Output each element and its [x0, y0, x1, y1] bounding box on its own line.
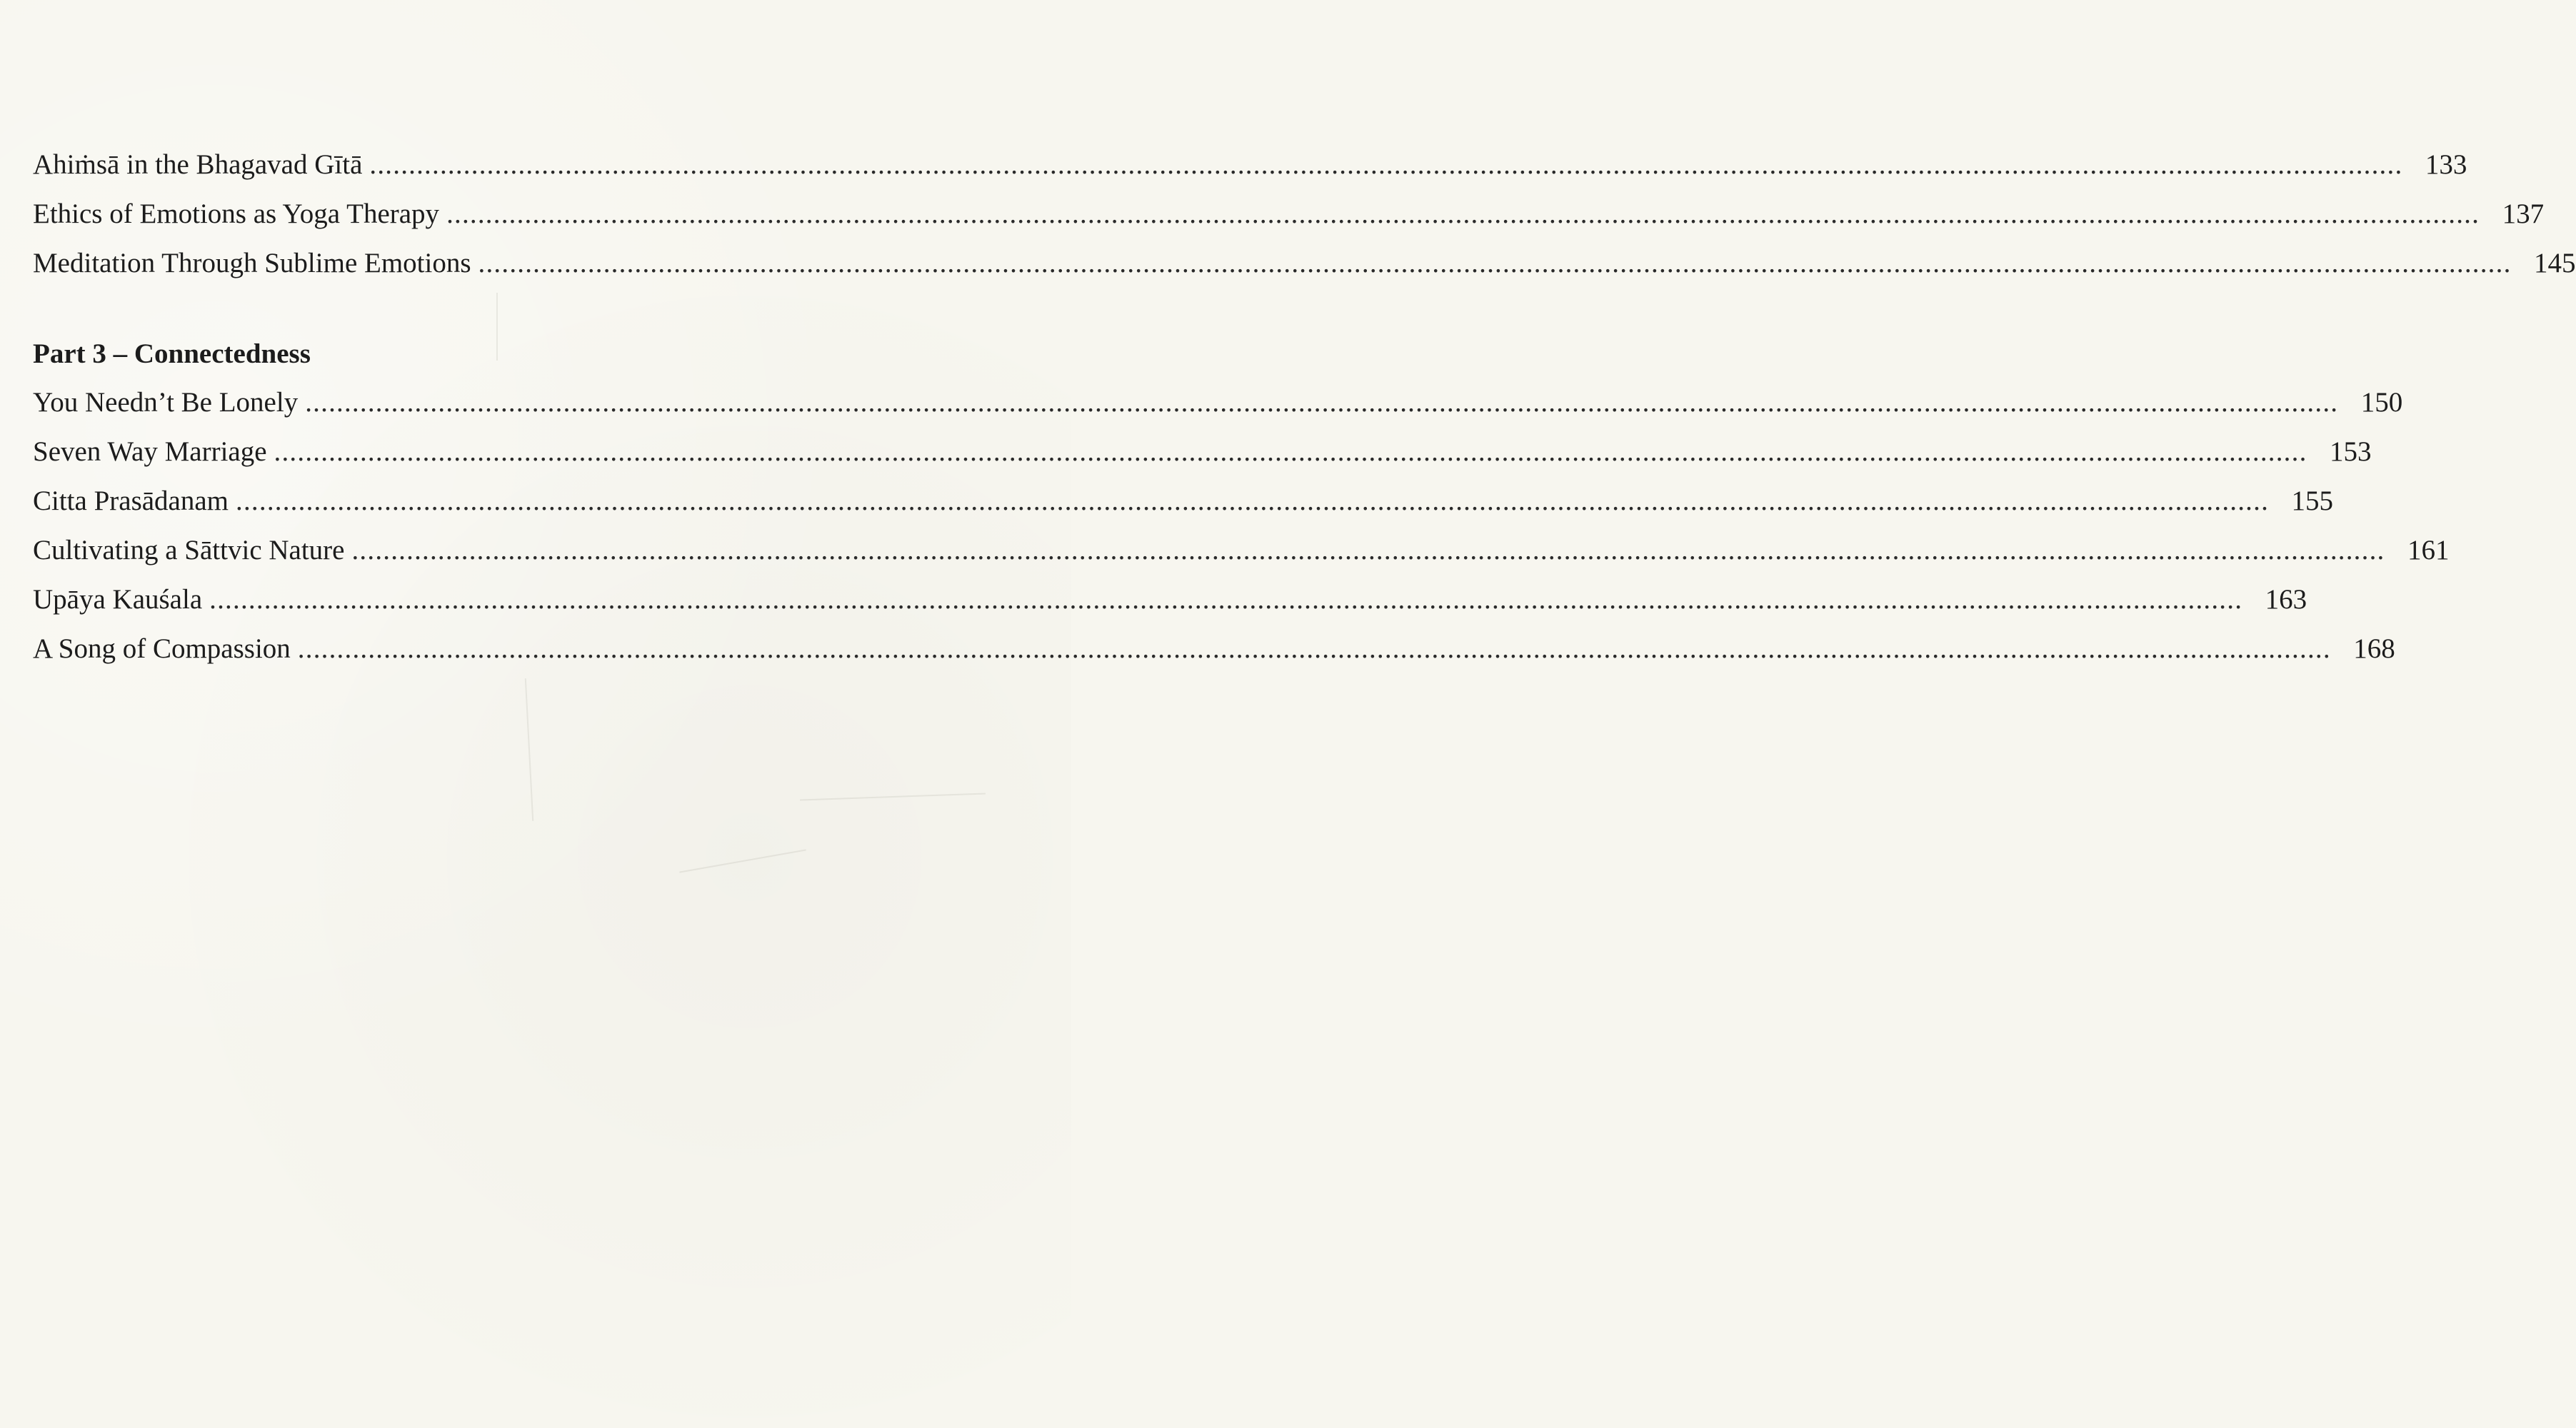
paper-crease [525, 678, 533, 821]
toc-entry-title: You Needn’t Be Lonely [33, 387, 299, 418]
toc-entry-page: 155 [2291, 486, 2334, 516]
toc-entry [33, 526, 2450, 575]
toc-leader-dots: .................................................................................................................................................................................................................................................................... [209, 584, 2243, 615]
toc-entry [33, 140, 2467, 189]
toc-entry-title: Meditation Through Sublime Emotions [33, 248, 471, 278]
part-heading: Part 3 – Connectedness [33, 338, 311, 369]
toc-entry-title: Citta Prasādanam [33, 486, 229, 516]
toc-entry-page: 145 [2534, 248, 2576, 278]
toc-entry-page: 161 [2407, 535, 2450, 565]
toc-entry-title: Ahiṁsā in the Bhagavad Gītā [33, 149, 363, 180]
toc-entry [33, 427, 2372, 476]
toc-leader-dots: .................................................................................................................................................................................................................................................................... [305, 387, 2339, 418]
toc-part-3 [33, 332, 2450, 673]
toc-entry-title: Seven Way Marriage [33, 436, 267, 467]
toc-leader-dots: .................................................................................................................................................................................................................................................................... [369, 149, 2403, 180]
toc-leader-dots: .................................................................................................................................................................................................................................................................... [274, 436, 2307, 467]
toc-entry [33, 189, 2545, 238]
toc-entry-page: 150 [2360, 387, 2403, 418]
toc-leader-dots: .................................................................................................................................................................................................................................................................... [478, 248, 2512, 278]
paper-crease [800, 793, 986, 800]
toc-entry-page: 153 [2330, 436, 2372, 467]
toc-entry [33, 238, 2576, 288]
paper-crease [679, 849, 806, 873]
toc-leader-dots: .................................................................................................................................................................................................................................................................... [297, 633, 2331, 664]
toc-leader-dots: .................................................................................................................................................................................................................................................................... [351, 535, 2385, 565]
toc-entry-title: Upāya Kauśala [33, 584, 203, 615]
toc-entry-page: 137 [2502, 198, 2545, 229]
toc-entry [33, 476, 2334, 526]
toc-entry-title: A Song of Compassion [33, 633, 291, 664]
toc-entry-title: Cultivating a Sāttvic Nature [33, 535, 345, 565]
toc-entry-title: Ethics of Emotions as Yoga Therapy [33, 198, 440, 229]
toc-entry [33, 624, 2395, 673]
toc-leader-dots: .................................................................................................................................................................................................................................................................... [446, 198, 2480, 229]
toc-leader-dots: .................................................................................................................................................................................................................................................................... [236, 486, 2270, 516]
toc-entry-page: 168 [2353, 633, 2395, 664]
toc-entry-page: 163 [2265, 584, 2307, 615]
toc-entry [33, 378, 2403, 427]
toc-part-2-continued [33, 140, 2576, 288]
toc-entry [33, 575, 2307, 624]
toc-entry-page: 133 [2425, 149, 2467, 180]
